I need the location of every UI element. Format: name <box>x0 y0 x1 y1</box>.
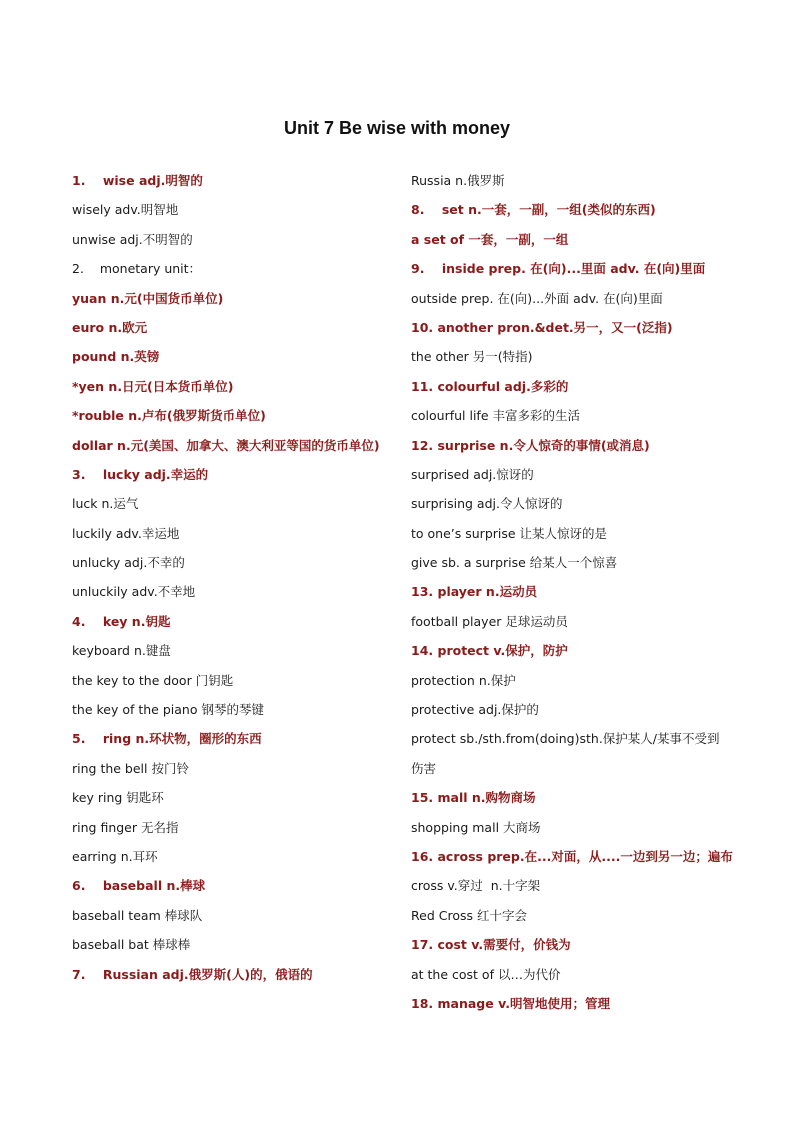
left-entry: *rouble n.卢布(俄罗斯货币单位) <box>72 408 266 424</box>
right-entry: to one’s surprise 让某人惊讶的是 <box>411 525 608 541</box>
right-entry: Red Cross 红十字会 <box>411 907 527 923</box>
right-entry: 8. set n.一套，一副，一组(类似的东西) <box>411 202 656 218</box>
left-entry: *yen n.日元(日本货币单位) <box>72 378 234 394</box>
right-entry: Russia n.俄罗斯 <box>411 173 505 188</box>
left-entry: key ring 钥匙环 <box>72 790 164 806</box>
left-entry: dollar n.元(美国、加拿大、澳大利亚等国的货币单位) <box>72 437 380 453</box>
right-entry: 15. mall n.购物商场 <box>411 790 536 806</box>
left-entry: keyboard n.键盘 <box>72 643 171 659</box>
left-entry: ring finger 无名指 <box>72 819 179 835</box>
right-column <box>411 166 731 1018</box>
right-entry: surprised adj.惊讶的 <box>411 466 534 482</box>
right-entry: colourful life 丰富多彩的生活 <box>411 408 580 424</box>
right-entry: surprising adj.令人惊讶的 <box>411 496 563 512</box>
left-entry: 6. baseball n.棒球 <box>72 878 206 894</box>
right-entry: the other 另一(特指) <box>411 349 533 365</box>
left-entry: euro n.欧元 <box>72 319 148 335</box>
right-entry: shopping mall 大商场 <box>411 819 541 835</box>
left-entry: unlucky adj.不幸的 <box>72 555 185 571</box>
right-entry: outside prep. 在(向)...外面 adv. 在(向)里面 <box>411 290 663 306</box>
left-entry: unwise adj.不明智的 <box>72 231 193 247</box>
left-entry: pound n.英镑 <box>72 349 160 365</box>
right-entry: football player 足球运动员 <box>411 613 568 629</box>
left-entry: wisely adv.明智地 <box>72 202 179 218</box>
left-entry: luckily adv.幸运地 <box>72 525 180 541</box>
right-entry: protective adj.保护的 <box>411 702 539 718</box>
right-entry: 10. another pron.&det.另一，又一(泛指) <box>411 319 673 335</box>
right-entry: protect sb./sth.from(doing)sth.保护某人/某事不受到伤害 <box>411 731 720 776</box>
left-entry: 1. wise adj.明智的 <box>72 173 203 188</box>
right-entry: protection n.保护 <box>411 672 516 688</box>
left-entry: baseball team 棒球队 <box>72 907 203 923</box>
right-entry: 14. protect v.保护，防护 <box>411 643 568 659</box>
right-entry: 11. colourful adj.多彩的 <box>411 378 569 394</box>
left-entry: the key of the piano 钢琴的琴键 <box>72 702 264 718</box>
page-title: Unit 7 Be wise with money <box>283 118 511 138</box>
right-entry: cross v.穿过 n.十字架 <box>411 878 541 894</box>
left-entry: earring n.耳环 <box>72 849 158 864</box>
right-entry: 13. player n.运动员 <box>411 584 538 600</box>
left-entry: ring the bell 按门铃 <box>72 760 189 776</box>
right-entry: 9. inside prep. 在(向)...里面 adv. 在(向)里面 <box>411 261 706 277</box>
left-entry: 5. ring n.环状物，圈形的东西 <box>72 731 262 747</box>
left-entry: the key to the door 门钥匙 <box>72 672 234 688</box>
left-entry: 7. Russian adj.俄罗斯(人)的，俄语的 <box>72 966 313 982</box>
right-entry: 18. manage v.明智地使用；管理 <box>411 995 610 1011</box>
right-entry: 16. across prep.在...对面，从....一边到另一边；遍布 <box>411 849 733 865</box>
right-entry: give sb. a surprise 给某人一个惊喜 <box>411 555 618 571</box>
right-entry: at the cost of 以…为代价 <box>411 966 561 982</box>
left-entry: 3. lucky adj.幸运的 <box>72 466 209 482</box>
left-entry: luck n.运气 <box>72 496 139 512</box>
left-entry: baseball bat 棒球棒 <box>72 937 191 953</box>
right-entry: 12. surprise n.令人惊奇的事情(或消息) <box>411 437 650 453</box>
left-entry: unluckily adv.不幸地 <box>72 584 196 600</box>
left-entry: yuan n.元(中国货币单位) <box>72 290 224 306</box>
right-entry: a set of 一套，一副，一组 <box>411 231 569 247</box>
left-entry: 4. key n.钥匙 <box>72 613 171 629</box>
left-entry: 2. monetary unit： <box>72 261 202 277</box>
right-entry: 17. cost v.需要付，价钱为 <box>411 937 571 953</box>
left-column <box>72 166 392 989</box>
